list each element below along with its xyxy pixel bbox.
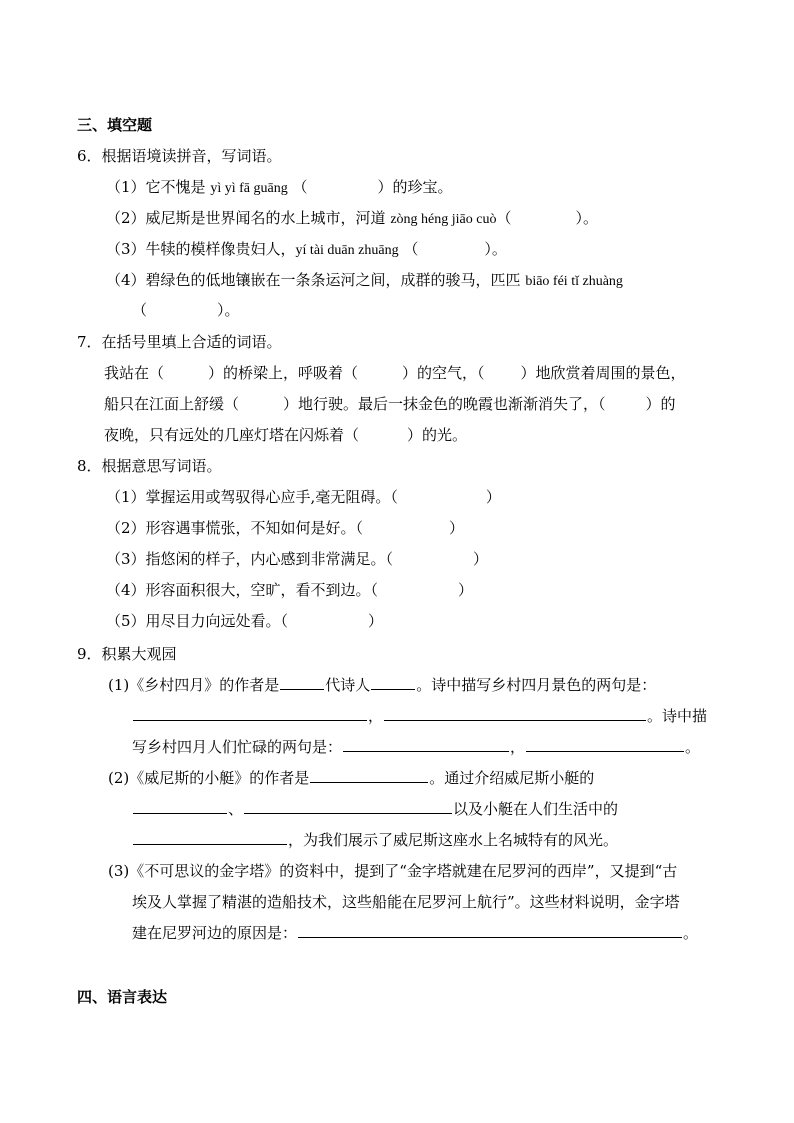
section-4-heading: 四、语言表达 bbox=[77, 988, 168, 1006]
fill-line[interactable] bbox=[244, 798, 452, 814]
q9-p1-line-1 bbox=[108, 674, 656, 696]
q6-i2-text: （2）威尼斯是世界闻名的水上城市，河道 bbox=[106, 209, 386, 227]
q9-text: 。诗中描 bbox=[647, 707, 708, 725]
q6-i2-close: ）。 bbox=[575, 209, 598, 227]
q6-item-3 bbox=[106, 238, 507, 262]
q6-i3-pinyin: yí tài duān zhuāng bbox=[295, 243, 399, 258]
q9-text: ， bbox=[510, 738, 526, 756]
q9-text: 、 bbox=[228, 800, 244, 818]
q9-p1-line-2 bbox=[132, 705, 707, 727]
q6-i4-text: （4）碧绿色的低地镶嵌在一条条运河之间，成群的骏马，匹匹 bbox=[106, 271, 521, 289]
fill-line[interactable] bbox=[133, 705, 367, 721]
q7-text: ）地欣赏着周围的景色， bbox=[520, 364, 686, 382]
q9-p2-line-2 bbox=[132, 798, 618, 820]
q8-item-3 bbox=[106, 548, 488, 570]
q8-text: （3）指悠闲的样子，内心感到非常满足。（ bbox=[106, 550, 394, 568]
q6-i3-open: （ bbox=[403, 240, 419, 258]
q6-i4-close: ）。 bbox=[217, 301, 240, 319]
q9-p2-line-1 bbox=[108, 767, 594, 789]
q8-text: ） bbox=[368, 612, 384, 630]
q9-text: 以及小艇在人们生活中的 bbox=[453, 800, 619, 818]
q7-line-3 bbox=[104, 424, 467, 446]
q6-i1-pinyin: yì yì fā guāng bbox=[210, 181, 288, 196]
q9-title: 9．积累大观园 bbox=[77, 645, 177, 663]
q9-text: ， bbox=[368, 707, 384, 725]
q6-i4-open: （ bbox=[132, 301, 148, 319]
fill-line[interactable] bbox=[298, 922, 682, 938]
q8-text: （5）用尽目力向远处看。（ bbox=[106, 612, 289, 630]
q7-line-1 bbox=[104, 362, 686, 384]
section-3-heading: 三、填空题 bbox=[77, 116, 153, 134]
q7-text: ）的空气，（ bbox=[402, 364, 485, 382]
q6-i1-close: ）的珍宝。 bbox=[377, 178, 453, 196]
fill-line[interactable] bbox=[280, 674, 324, 690]
q7-text: ）的光。 bbox=[407, 426, 468, 444]
q6-i2-pinyin: zòng héng jiāo cuò bbox=[390, 212, 497, 227]
q6-item-4 bbox=[106, 269, 623, 293]
q7-text: ）的桥梁上，呼吸着（ bbox=[208, 364, 359, 382]
q8-item-2 bbox=[106, 517, 464, 539]
q6-i1-open: （ bbox=[292, 178, 308, 196]
q9-p3-line-3 bbox=[132, 922, 698, 944]
fill-line[interactable] bbox=[384, 705, 646, 721]
q6-i3-close: ）。 bbox=[484, 240, 507, 258]
q7-text: ）地行驶。最后一抹金色的晚霞也渐渐消失了，（ bbox=[283, 395, 606, 413]
fill-line[interactable] bbox=[310, 767, 428, 783]
fill-line[interactable] bbox=[371, 674, 415, 690]
q7-text: 夜晚，只有远处的几座灯塔在闪烁着（ bbox=[104, 426, 360, 444]
fill-line[interactable] bbox=[133, 829, 287, 845]
q8-item-4 bbox=[106, 579, 473, 601]
q9-text: 。 bbox=[683, 924, 699, 942]
q7-text: 我站在（ bbox=[104, 364, 165, 382]
q8-text: （1）掌握运用或驾驭得心应手,毫无阻碍。（ bbox=[106, 488, 398, 506]
q9-text: 代诗人 bbox=[325, 676, 371, 694]
q9-text: (2)《威尼斯的小艇》的作者是 bbox=[108, 769, 310, 787]
fill-line[interactable] bbox=[133, 798, 227, 814]
q8-title: 8．根据意思写词语。 bbox=[77, 457, 222, 475]
q6-i1-text: （1）它不愧是 bbox=[106, 178, 206, 196]
q9-p3-line-2: 埃及人掌握了精湛的造船技术，这些船能在尼罗河上航行”。这些材料说明，金字塔 bbox=[132, 893, 680, 911]
q8-text: ） bbox=[458, 581, 474, 599]
q9-text: 。诗中描写乡村四月景色的两句是： bbox=[416, 676, 657, 694]
fill-line[interactable] bbox=[526, 736, 684, 752]
q8-text: ） bbox=[449, 519, 465, 537]
q8-text: ） bbox=[485, 488, 501, 506]
q9-text: 建在尼罗河边的原因是： bbox=[132, 924, 298, 942]
q6-i3-text: （3）牛犊的模样像贵妇人， bbox=[106, 240, 296, 258]
q6-item-1 bbox=[106, 176, 453, 200]
q6-item-2 bbox=[106, 207, 598, 231]
q7-text: ）的 bbox=[645, 395, 676, 413]
q6-item-4-answer bbox=[132, 299, 240, 321]
q9-text: 。 bbox=[685, 738, 701, 756]
q9-p3-line-1: (3)《不可思议的金字塔》的资料中，提到了“金字塔就建在尼罗河的西岸”，又提到“古 bbox=[108, 862, 678, 880]
q8-text: （4）形容面积很大，空旷，看不到边。（ bbox=[106, 581, 379, 599]
q6-title: 6．根据语境读拼音，写词语。 bbox=[77, 147, 282, 165]
q9-text: 写乡村四月人们忙碌的两句是： bbox=[132, 738, 343, 756]
q9-p2-line-3 bbox=[132, 829, 618, 851]
q8-text: （2）形容遇事慌张，不知如何是好。（ bbox=[106, 519, 364, 537]
q9-p1-line-3 bbox=[132, 736, 700, 758]
q7-title: 7．在括号里填上合适的词语。 bbox=[77, 333, 282, 351]
q9-text: 。通过介绍威尼斯小艇的 bbox=[429, 769, 595, 787]
q7-text: 船只在江面上舒缓（ bbox=[104, 395, 240, 413]
q6-i4-pinyin: biāo féi tǐ zhuàng bbox=[525, 274, 623, 289]
q9-text: ，为我们展示了威尼斯这座水上名城特有的风光。 bbox=[288, 831, 619, 849]
q8-item-5 bbox=[106, 610, 383, 632]
q6-i2-open: （ bbox=[496, 209, 512, 227]
fill-line[interactable] bbox=[343, 736, 509, 752]
q7-line-2 bbox=[104, 393, 676, 415]
q8-item-1 bbox=[106, 486, 501, 508]
q9-text: (1)《乡村四月》的作者是 bbox=[108, 676, 280, 694]
q8-text: ） bbox=[473, 550, 489, 568]
